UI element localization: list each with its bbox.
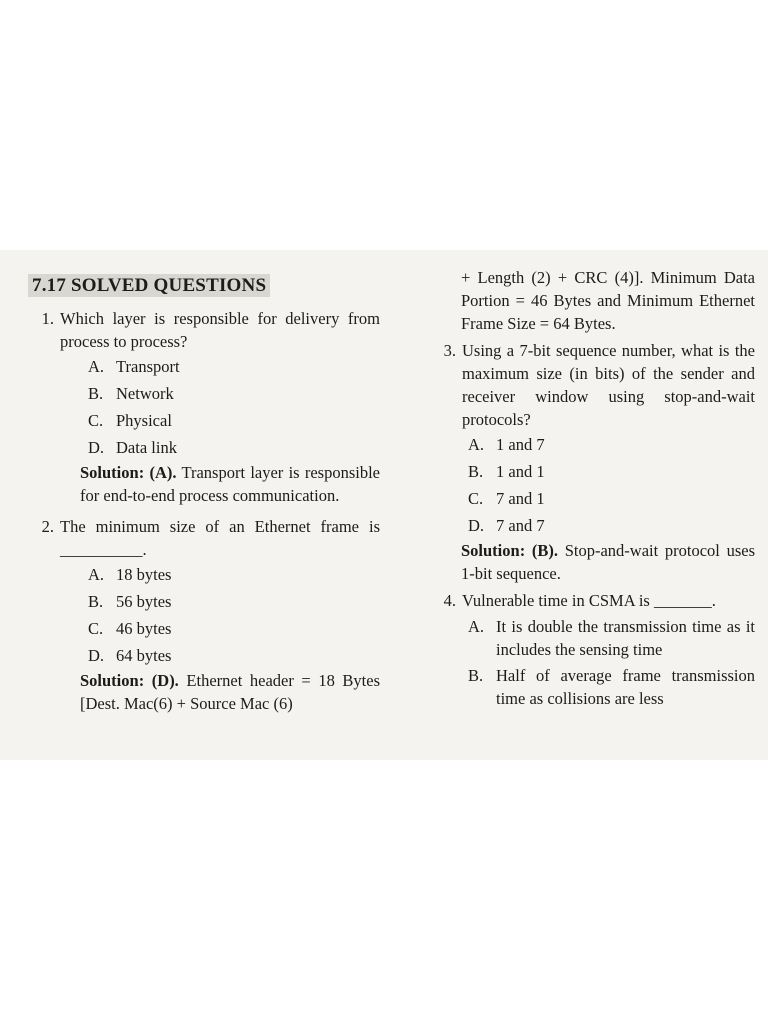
option-d: D. 64 bytes [88,646,172,665]
option-b: B. 1 and 1 [468,462,545,481]
question-number: 3. [443,341,456,360]
option-b: B. Network [88,384,174,403]
question-text: Which layer is responsible for delivery from process to process? [60,309,380,351]
question-text: The minimum size of an Ethernet frame is __________. [60,517,380,559]
question-2 [28,515,380,715]
question-text: Using a 7-bit sequence number, what is the maximum size (in bits) of the sender and receiver window using stop-and-wait protocols? [462,341,755,429]
option-d: D. 7 and 7 [468,516,545,535]
option-d: D. Data link [88,438,177,457]
scanned-page [0,250,768,760]
solution-continuation: + Length (2) + CRC (4)]. Minimum Data Portion = 46 Bytes and Minimum Ethernet Frame Size = 64 Bytes. [461,268,755,333]
question-number: 2. [41,517,54,536]
section-heading: 7.17 SOLVED QUESTIONS [28,274,270,297]
option-c: C. Physical [88,411,172,430]
option-a: A. 1 and 7 [468,435,545,454]
right-column [430,250,755,710]
question-3 [430,339,755,585]
option-a: A. Transport [88,357,180,376]
option-a: A. It is double the transmission time as it includes the sensing time [468,617,755,659]
question-4 [430,589,755,710]
option-c: C. 46 bytes [88,619,172,638]
options-list [88,353,380,461]
option-c: C. 7 and 1 [468,489,545,508]
options-list [88,561,380,669]
option-b: B. 56 bytes [88,592,172,611]
left-column [28,250,380,715]
question-text: Vulnerable time in CSMA is _______. [462,591,716,610]
question-1 [28,307,380,507]
solution: Solution: (D). Ethernet header = 18 Bytes [Dest. Mac(6) + Source Mac (6) [80,671,381,713]
question-number: 1. [41,309,54,328]
question-number: 4. [443,591,456,610]
option-b: B. Half of average frame transmission time as collisions are less [468,666,755,708]
options-list [468,431,755,539]
solution: Solution: (A). Transport layer is responsible for end-to-end process communication. [80,463,381,505]
options-list [468,615,755,710]
solution: Solution: (B). Stop-and-wait protocol uses 1-bit sequence. [461,541,756,583]
option-a: A. 18 bytes [88,565,172,584]
